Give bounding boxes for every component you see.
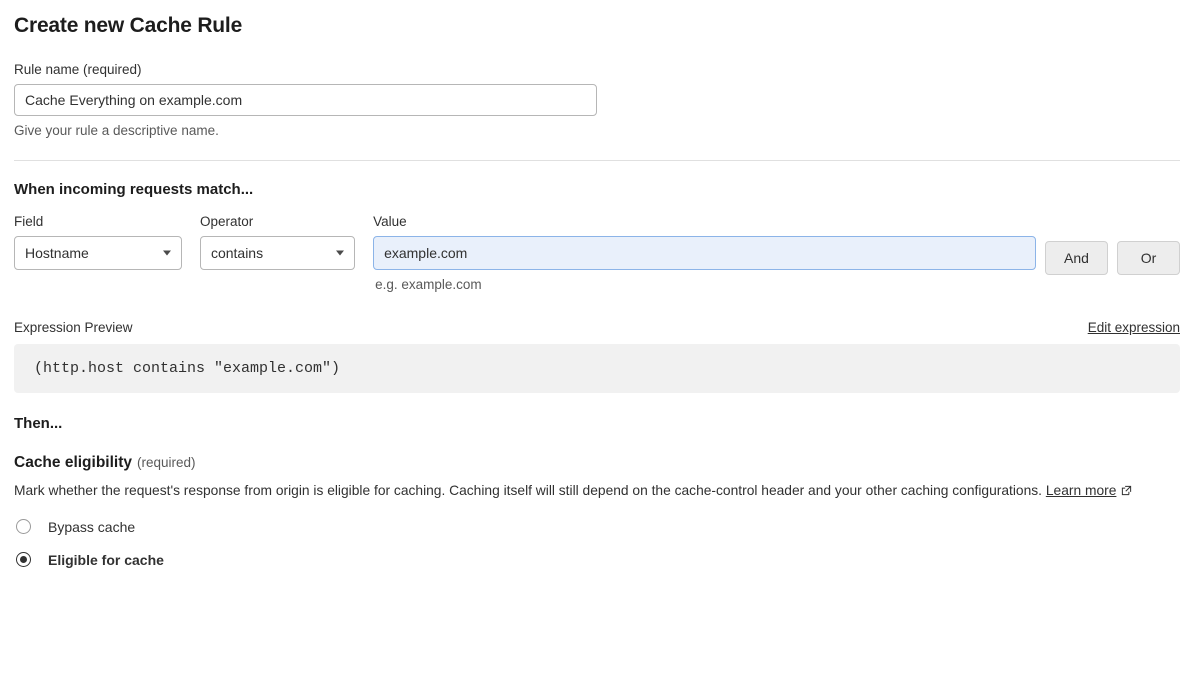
- radio-label: Bypass cache: [48, 518, 136, 535]
- external-link-icon: [1121, 482, 1132, 493]
- radio-icon[interactable]: [16, 552, 31, 567]
- then-section-heading: Then...: [14, 415, 63, 432]
- rule-name-helper: Give your rule a descriptive name.: [14, 123, 219, 138]
- or-button[interactable]: Or: [1117, 241, 1180, 275]
- expression-preview-label: Expression Preview: [14, 320, 133, 335]
- expression-header: [14, 320, 1180, 335]
- field-select-wrapper: [14, 236, 182, 270]
- expression-preview-box: (http.host contains "example.com"): [14, 344, 1180, 393]
- radio-icon[interactable]: [16, 519, 31, 534]
- radio-option-eligible-for-cache[interactable]: [14, 552, 1180, 568]
- value-column: [373, 214, 1036, 292]
- cache-eligibility-description: [14, 481, 1180, 502]
- logic-buttons: [1045, 214, 1180, 275]
- section-divider: [14, 160, 1180, 161]
- value-hint: e.g. example.com: [375, 277, 482, 292]
- operator-column: [200, 214, 355, 270]
- match-row: [14, 214, 1180, 292]
- value-input[interactable]: [373, 236, 1036, 270]
- cache-eligibility-title-row: [14, 454, 1180, 472]
- page-title: Create new Cache Rule: [14, 14, 243, 37]
- and-button[interactable]: And: [1045, 241, 1108, 275]
- radio-option-bypass-cache[interactable]: [14, 519, 1180, 535]
- operator-select[interactable]: [200, 236, 355, 270]
- radio-label: Eligible for cache: [48, 551, 164, 568]
- rule-name-label: Rule name (required): [14, 62, 142, 77]
- rule-name-input[interactable]: [14, 84, 597, 116]
- field-column: [14, 214, 182, 270]
- field-label: Field: [14, 214, 44, 229]
- value-label: Value: [373, 214, 407, 229]
- learn-more-link[interactable]: Learn more: [1045, 483, 1117, 498]
- edit-expression-link[interactable]: Edit expression: [1087, 320, 1180, 335]
- match-section-heading: When incoming requests match...: [14, 181, 254, 198]
- cache-eligibility-required: (required): [137, 455, 196, 470]
- description-text: Mark whether the request's response from origin is eligible for caching. Caching itself will still depend on the cache-control header and your other caching configurations.: [14, 483, 1042, 498]
- field-select[interactable]: [14, 236, 182, 270]
- operator-label: Operator: [199, 214, 254, 229]
- operator-select-wrapper: [200, 236, 355, 270]
- cache-eligibility-title: Cache eligibility: [14, 454, 133, 471]
